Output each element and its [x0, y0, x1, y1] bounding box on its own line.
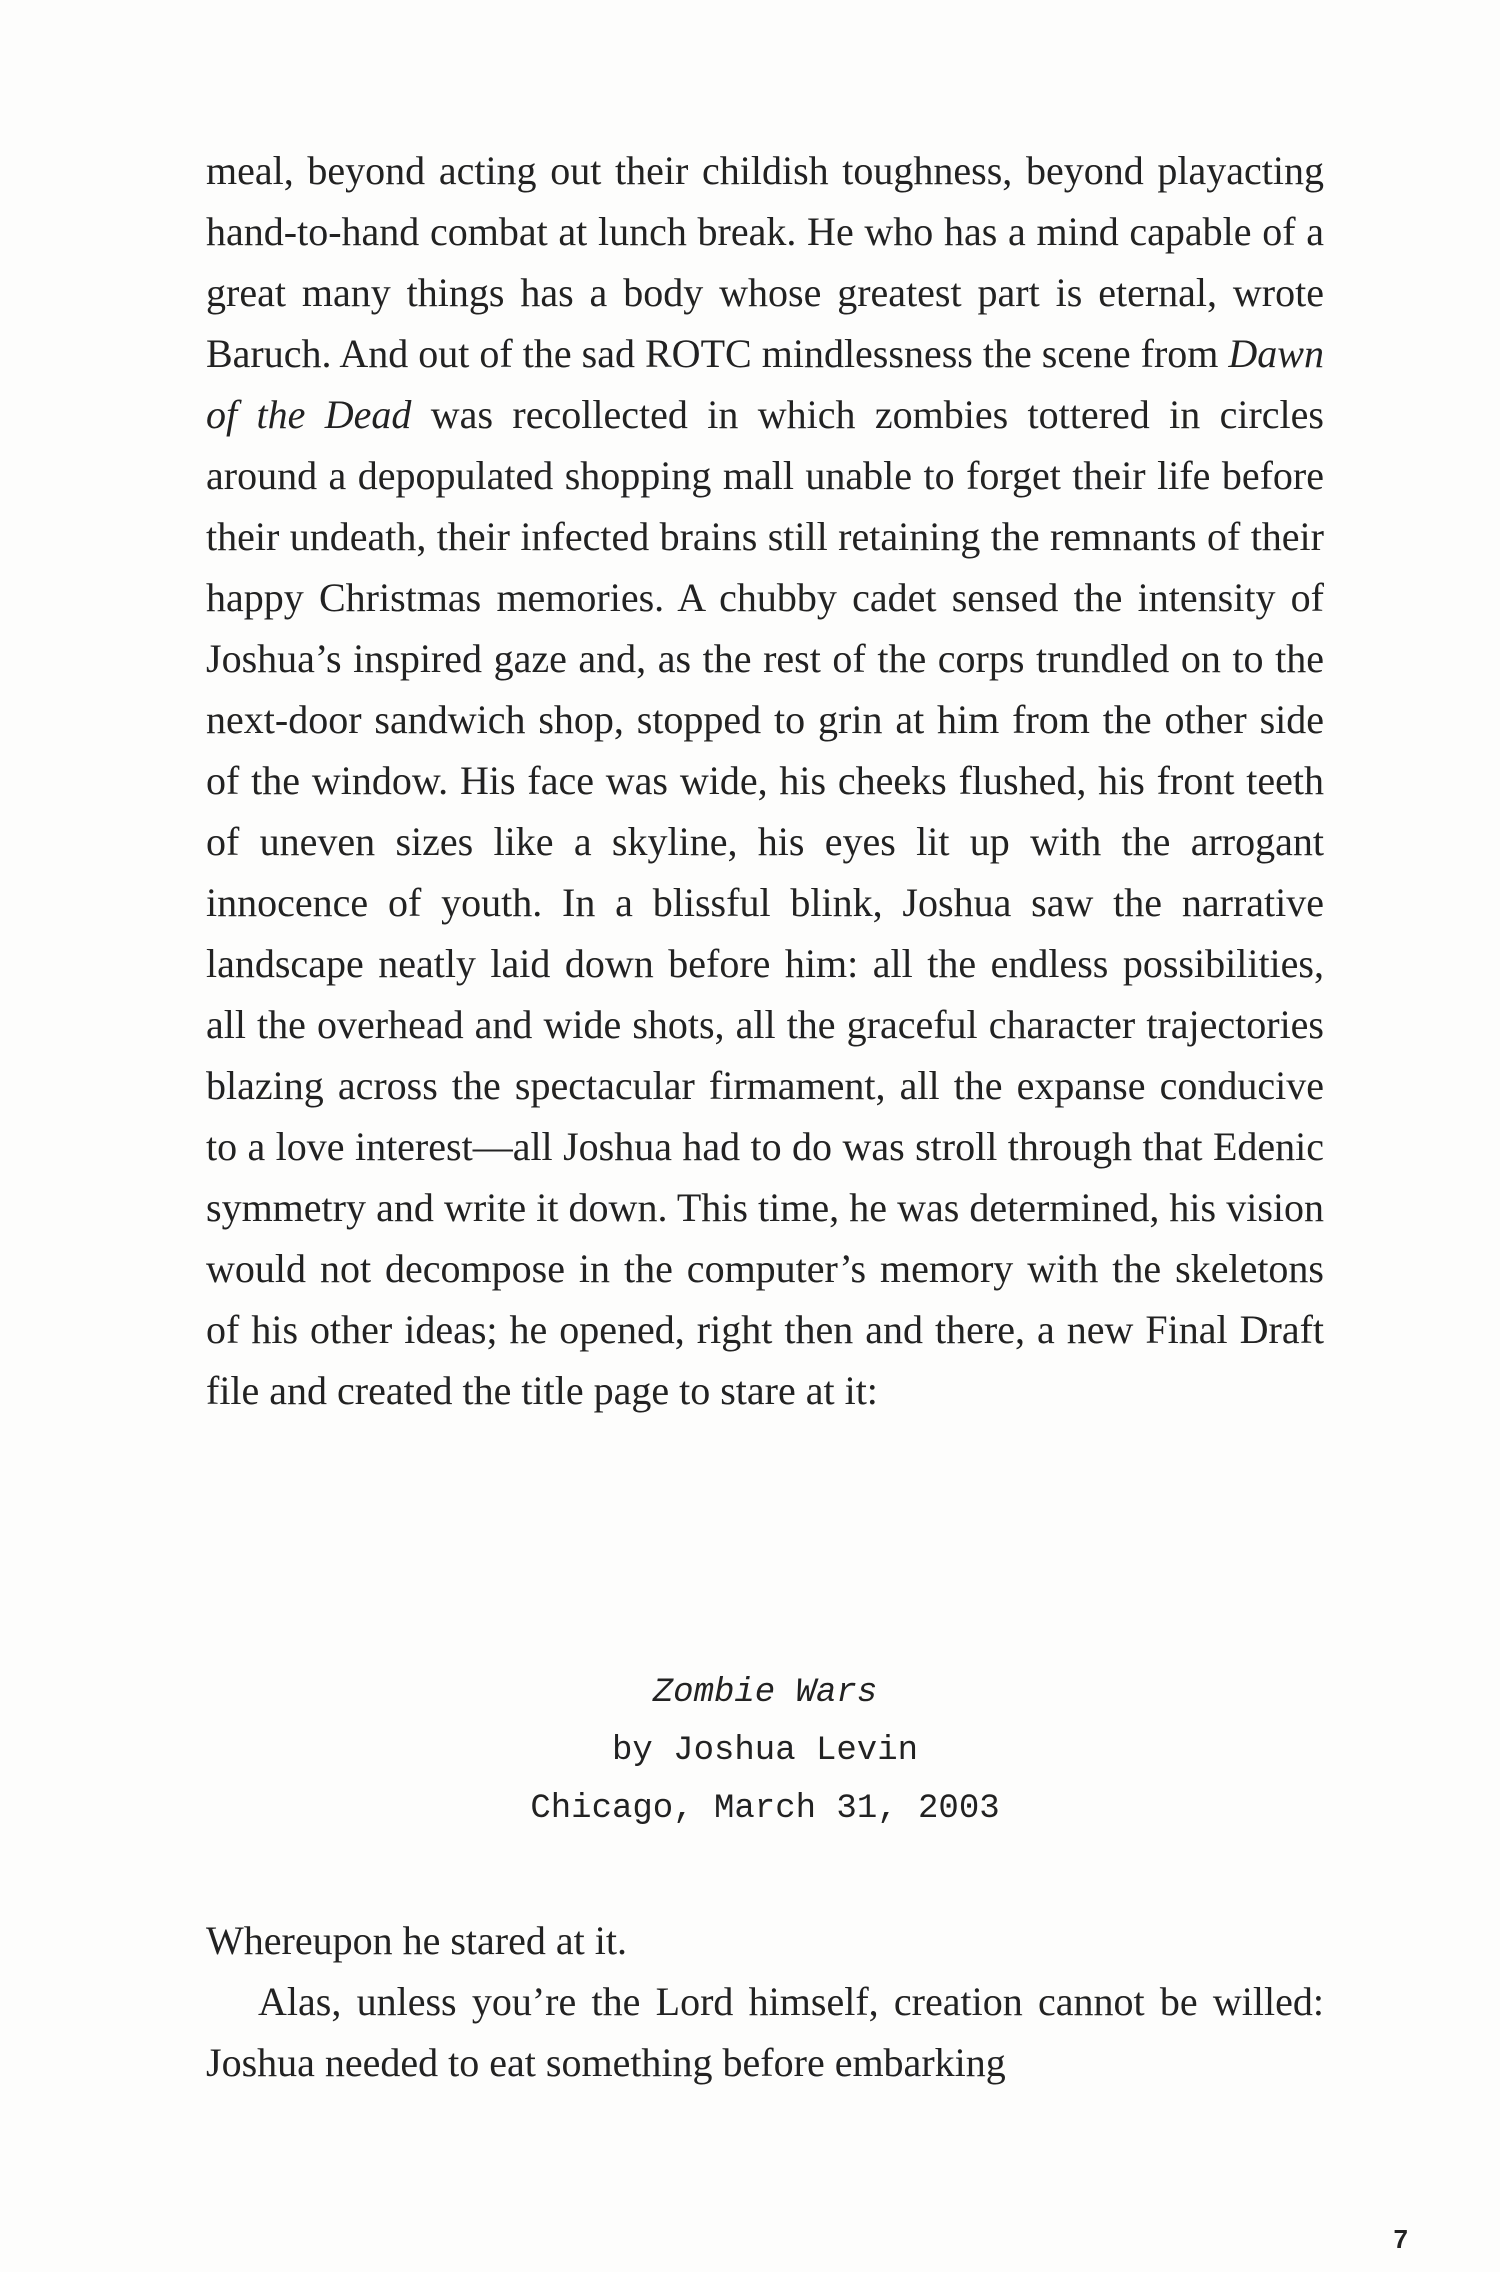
page-number: 7 — [1393, 2224, 1408, 2254]
body-text-continued — [206, 1910, 1324, 2093]
film-title-italic: Dawn of the Dead — [206, 331, 1324, 437]
paragraph-main-part-2: was recollected in which zombies tottered in circles around a depopulated shopping mall unable to forget their life before their undeath, their infected brains still retaining the remnants of their happy Christmas memories. A chubby cadet sensed the intensity of Joshua’s inspired gaze and, as the rest of the corps trundled on to the next-door sandwich shop, stopped to grin at him from the other side of the window. His face was wide, his cheeks flushed, his front teeth of uneven sizes like a skyline, his eyes lit up with the arrogant innocence of youth. In a blissful blink, Joshua saw the narrative landscape neatly laid down before him: all the endless possibilities, all the overhead and wide shots, all the graceful character trajectories blazing across the spectacular firmament, all the expanse conducive to a love interest—all Joshua had to do was stroll through that Edenic symmetry and write it down. This time, he was determined, his vision would not decompose in the computer’s memory with the skeletons of his other ideas; he opened, right then and there, a new Final Draft file and created the title page to stare at it: — [206, 392, 1324, 1413]
body-text — [206, 140, 1324, 1421]
screenplay-place-date: Chicago, March 31, 2003 — [530, 1790, 1000, 1828]
paragraph-main — [206, 140, 1324, 1421]
screenplay-title-page — [206, 1664, 1324, 1838]
screenplay-title: Zombie Wars — [652, 1674, 878, 1712]
paragraph-whereupon: Whereupon he stared at it. — [206, 1918, 627, 1963]
screenplay-byline: by Joshua Levin — [611, 1732, 919, 1770]
paragraph-main-part-1: meal, beyond acting out their childish toughness, beyond playacting hand-to-hand combat at lunch break. He who has a mind capable of a great many things has a body whose greatest part is eternal, wrote Baruch. And out of the sad ROTC mindlessness the scene from — [206, 148, 1324, 376]
paragraph-alas: Alas, unless you’re the Lord himself, creation cannot be willed: Joshua needed to eat something before embarking — [206, 1979, 1324, 2085]
